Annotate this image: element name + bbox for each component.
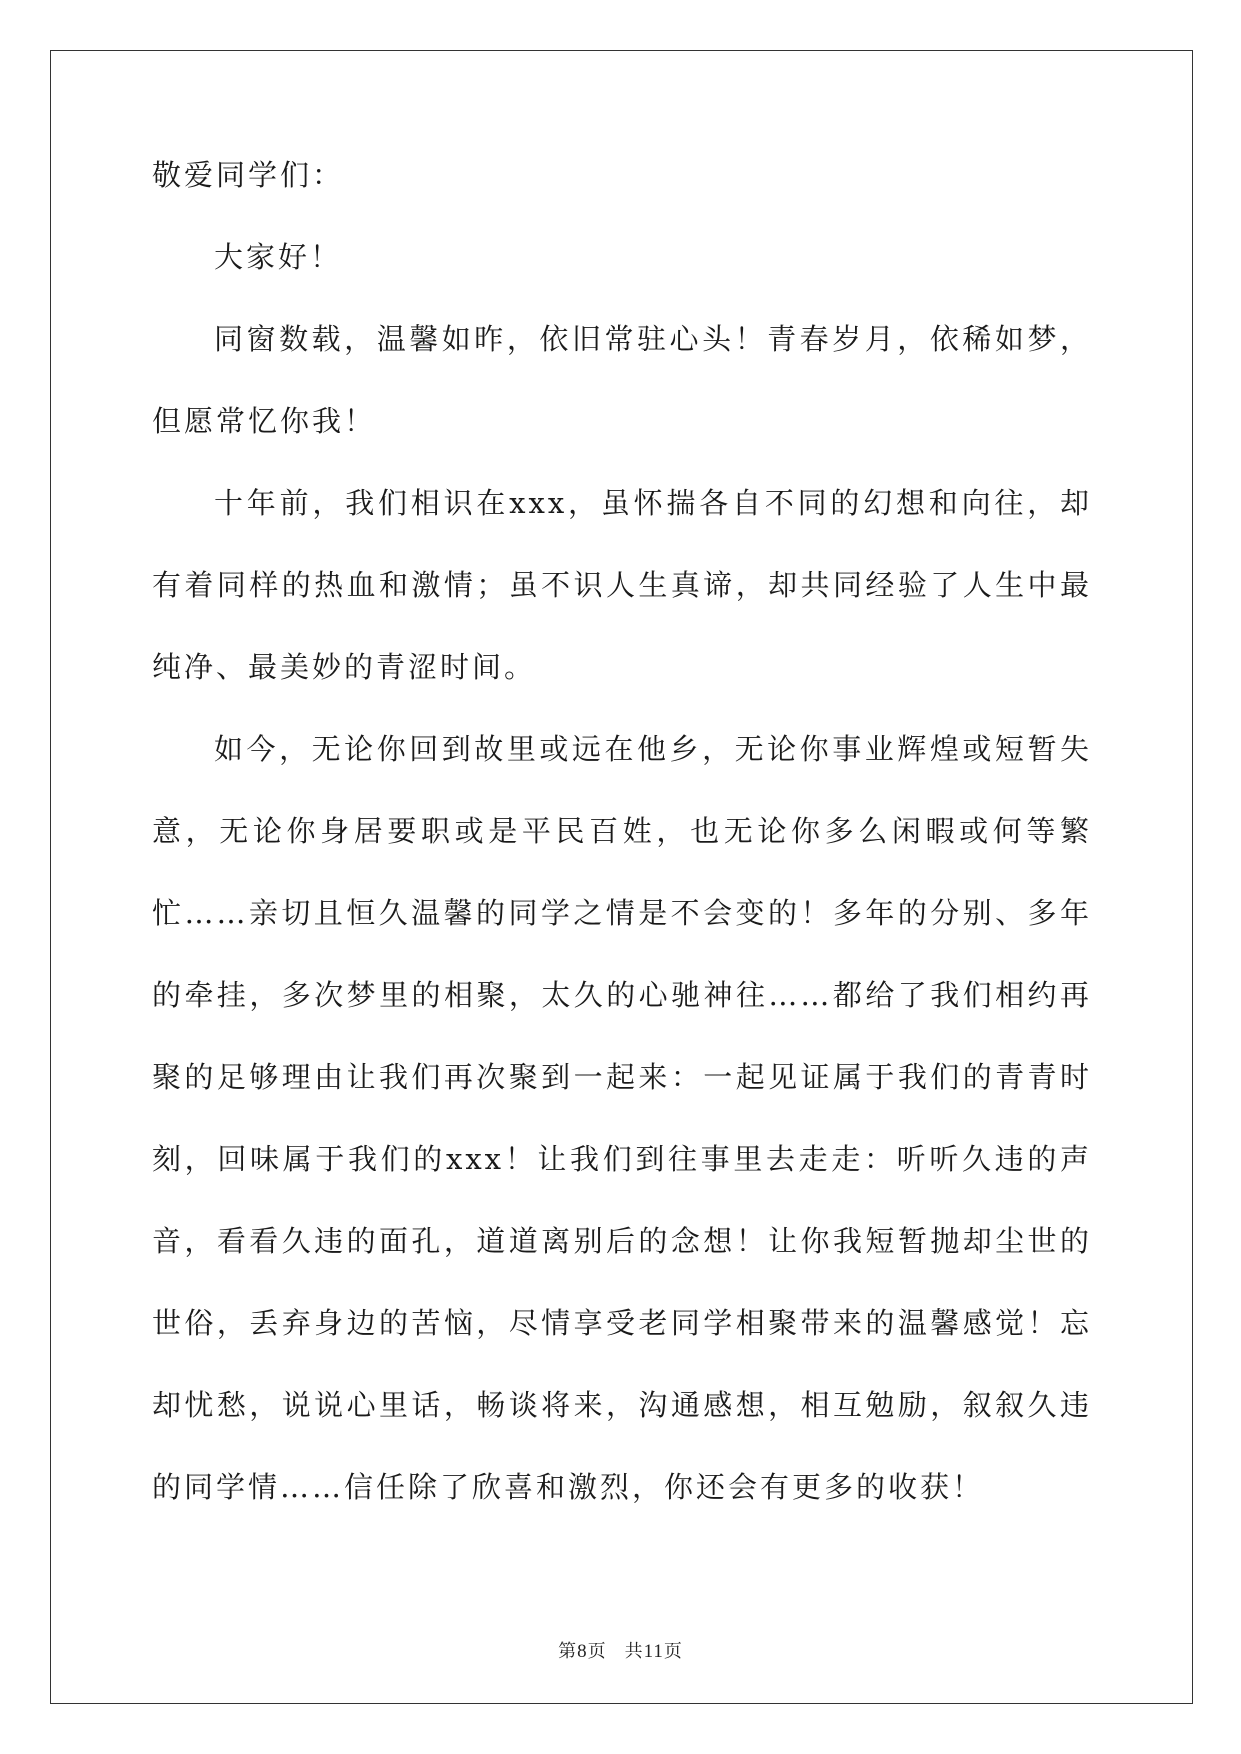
paragraph-1: 同窗数载，温馨如昨，依旧常驻心头！青春岁月，依稀如梦，但愿常忆你我！ (152, 322, 1092, 438)
paragraph-greeting: 大家好！ (214, 240, 343, 274)
total-unit: 页 (663, 1641, 683, 1662)
document-body (152, 158, 1092, 1528)
salutation: 敬爱同学们： (152, 158, 345, 192)
page-total: 11 (643, 1641, 664, 1662)
total-prefix: 共 (624, 1641, 644, 1662)
page-prefix: 第 (558, 1641, 578, 1662)
page-footer (0, 1637, 1241, 1663)
page-unit: 页 (587, 1641, 607, 1662)
paragraph-2: 十年前，我们相识在xxx，虽怀揣各自不同的幻想和向往，却有着同样的热血和激情；虽不识人生真谛，却共同经验了人生中最纯净、最美妙的青涩时间。 (152, 486, 1092, 684)
page-current: 8 (577, 1641, 588, 1662)
paragraph-3: 如今，无论你回到故里或远在他乡，无论你事业辉煌或短暂失意，无论你身居要职或是平民百姓，也无论你多么闲暇或何等繁忙……亲切且恒久温馨的同学之情是不会变的！多年的分别、多年的牵挂，多次梦里的相聚，太久的心驰神往……都给了我们相约再聚的足够理由让我们再次聚到一起来：一起见证属于我们的青青时刻，回味属于我们的xxx！让我们到往事里去走走：听听久违的声音，看看久违的面孔，道道离别后的念想！让你我短暂抛却尘世的世俗，丢弃身边的苦恼，尽情享受老同学相聚带来的温馨感觉！忘却忧愁，说说心里话，畅谈将来，沟通感想，相互勉励，叙叙久违的同学情……信任除了欣喜和激烈，你还会有更多的收获！ (152, 732, 1092, 1504)
